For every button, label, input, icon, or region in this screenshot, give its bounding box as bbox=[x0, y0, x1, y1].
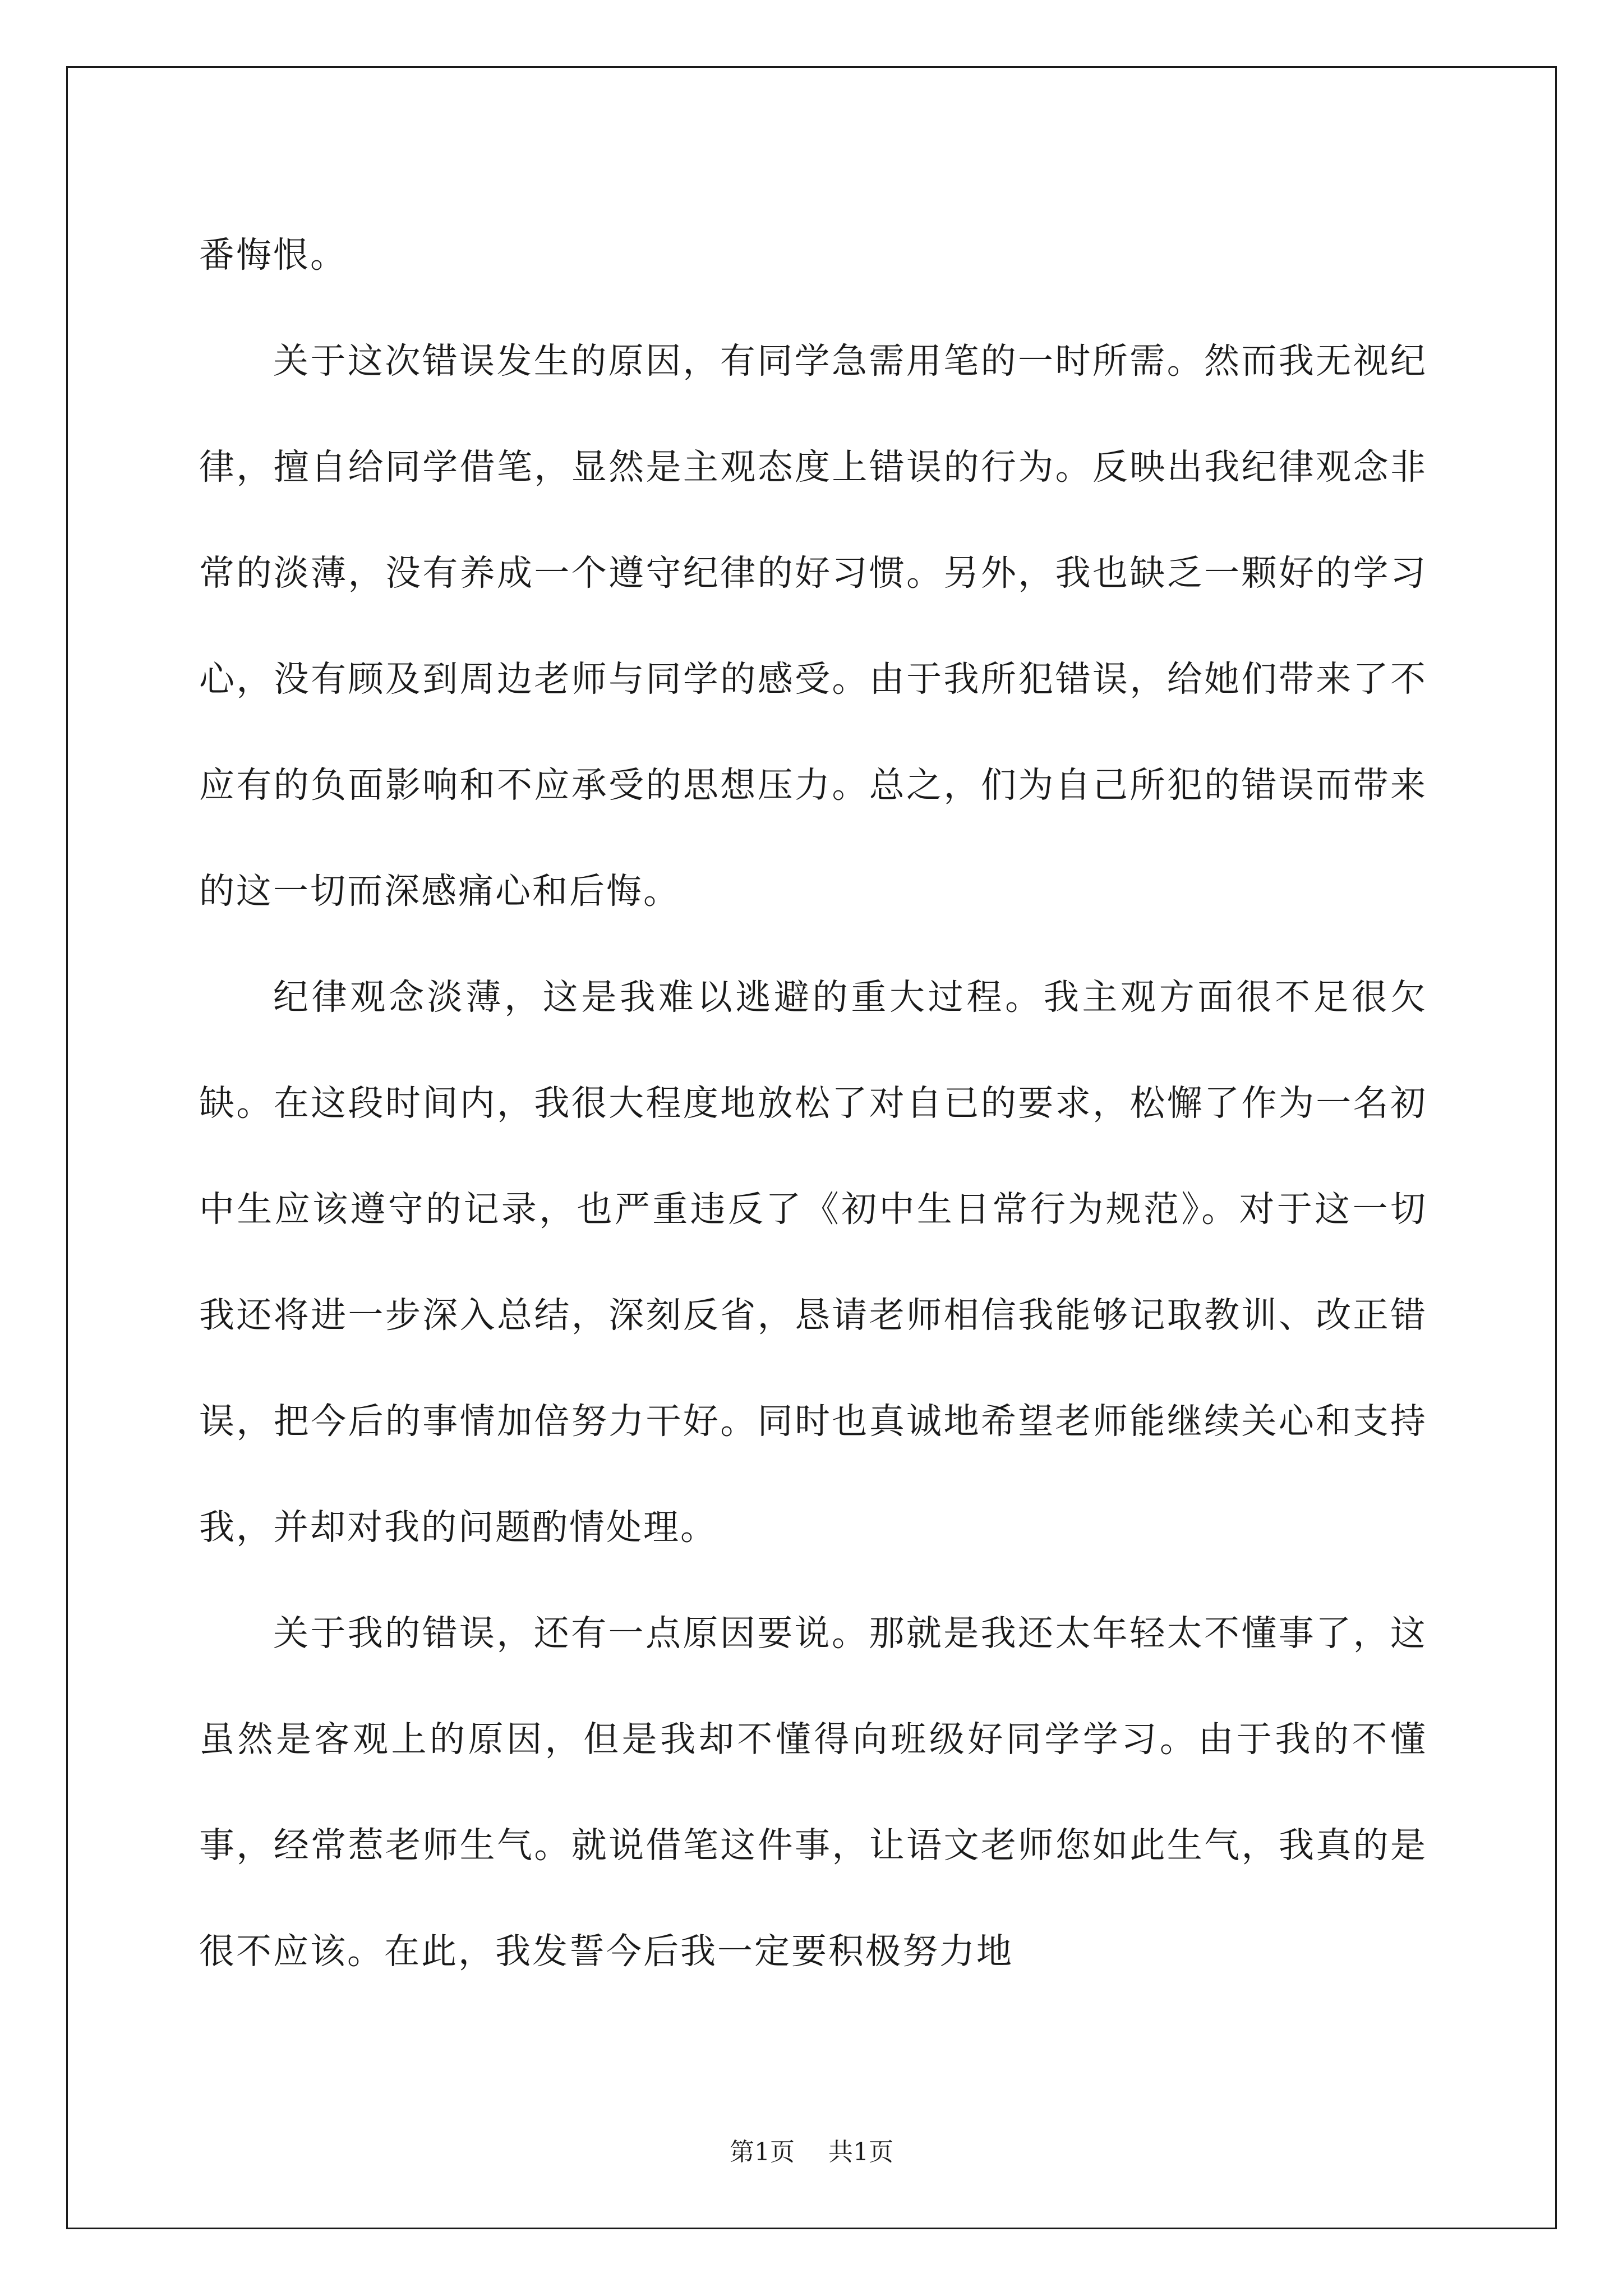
page-total: 共1页 bbox=[828, 2138, 893, 2166]
paragraph: 关于我的错误，还有一点原因要说。那就是我还太年轻太不懂事了，这虽然是客观上的原因，但是我却不懂得向班级好同学学习。由于我的不懂事，经常惹老师生气。就说借笔这件事，让语文老师您如此生气，我真的是很不应该。在此，我发誓今后我一定要积极努力地 bbox=[199, 1613, 1427, 1972]
page-number: 第1页 bbox=[730, 2138, 795, 2166]
document-body bbox=[199, 202, 1427, 2004]
paragraph: 纪律观念淡薄，这是我难以逃避的重大过程。我主观方面很不足很欠缺。在这段时间内，我很大程度地放松了对自已的要求，松懈了作为一名初中生应该遵守的记录，也严重违反了《初中生日常行为规范》。对于这一切我还将进一步深入总结，深刻反省，恳请老师相信我能够记取教训、改正错误，把今后的事情加倍努力干好。同时也真诚地希望老师能继续关心和支持我，并却对我的问题酌情处理。 bbox=[199, 977, 1427, 1548]
paragraph-continuation: 番悔恨。 bbox=[199, 234, 347, 275]
paragraph: 关于这次错误发生的原因，有同学急需用笔的一时所需。然而我无视纪律，擅自给同学借笔，显然是主观态度上错误的行为。反映出我纪律观念非常的淡薄，没有养成一个遵守纪律的好习惯。另外，我也缺乏一颗好的学习心，没有顾及到周边老师与同学的感受。由于我所犯错误，给她们带来了不应有的负面影响和不应承受的思想压力。总之，们为自己所犯的错误而带来的这一切而深感痛心和后悔。 bbox=[199, 341, 1427, 912]
page-footer bbox=[0, 2132, 1623, 2168]
